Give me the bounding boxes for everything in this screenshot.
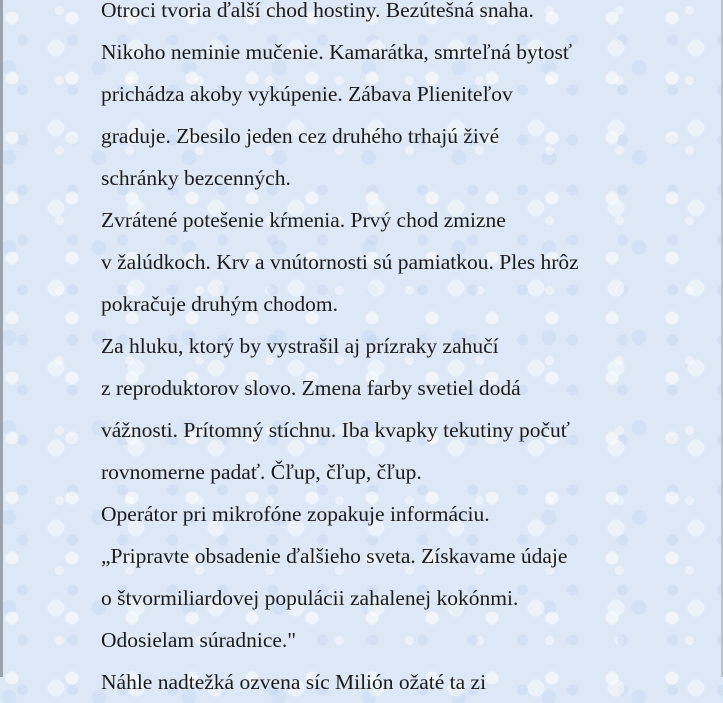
text-line: schránky bezcenných. xyxy=(101,166,291,190)
text-line: Zvrátené potešenie kŕmenia. Prvý chod zmizne xyxy=(101,208,506,232)
text-line: o štvormiliardovej populácii zahalenej kokónmi. xyxy=(101,586,519,610)
text-line: Za hluku, ktorý by vystrašil aj prízraky zahučí xyxy=(101,334,499,358)
text-line: z reproduktorov slovo. Zmena farby svetiel dodá xyxy=(101,376,521,400)
text-line: prichádza akoby vykúpenie. Zábava Plieniteľov xyxy=(101,82,513,106)
text-line: graduje. Zbesilo jeden cez druhého trhajú živé xyxy=(101,124,500,148)
text-line-partial: Náhle nadtežká ozvena síc Milión ožaté ta zi xyxy=(101,670,487,694)
text-line: „Pripravte obsadenie ďalšieho sveta. Získavame údaje xyxy=(101,544,568,568)
window-left-border xyxy=(0,0,3,677)
text-line: Nikoho neminie mučenie. Kamarátka, smrteľná bytosť xyxy=(101,40,573,64)
text-line: Otroci tvoria ďalší chod hostiny. Bezútešná snaha. xyxy=(101,0,534,22)
text-line: vážnosti. Prítomný stíchnu. Iba kvapky tekutiny počuť xyxy=(101,418,570,442)
text-line: Odosielam súradnice." xyxy=(101,628,297,652)
text-line: v žalúdkoch. Krv a vnútornosti sú pamiatkou. Ples hrôz xyxy=(101,250,579,274)
text-line: pokračuje druhým chodom. xyxy=(101,292,339,316)
text-line: rovnomerne padať. Čľup, čľup, čľup. xyxy=(101,460,422,484)
document-page xyxy=(101,0,701,703)
text-line: Operátor pri mikrofóne zopakuje informáciu. xyxy=(101,502,490,526)
